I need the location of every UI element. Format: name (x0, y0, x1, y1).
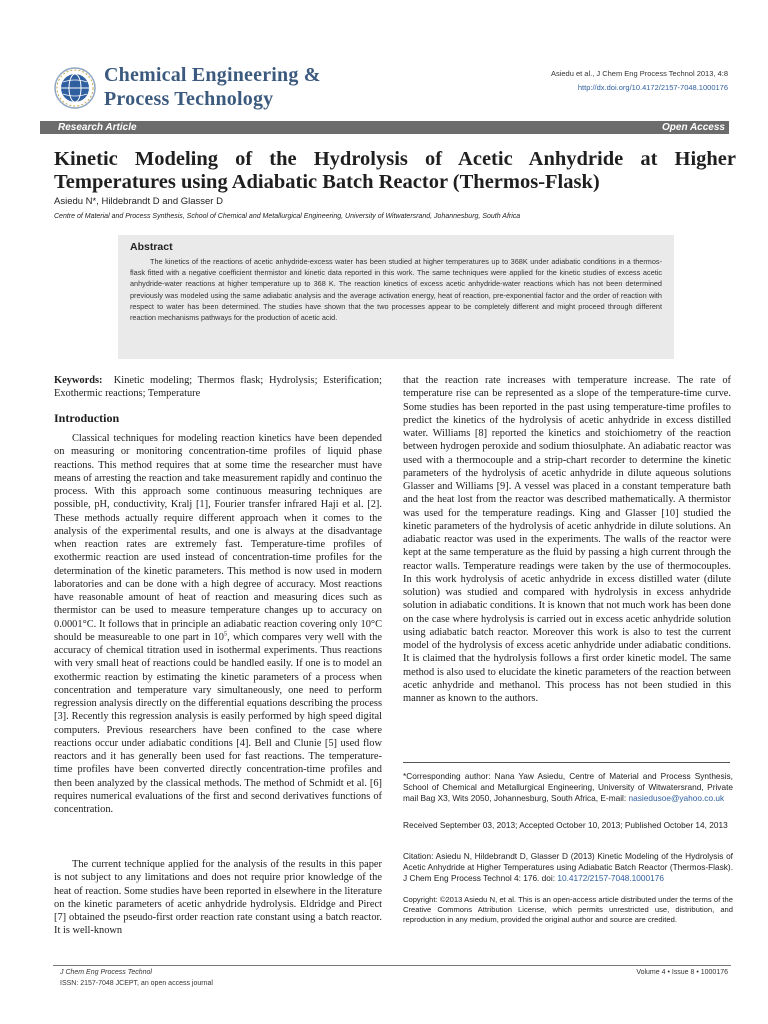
citation-doi-link[interactable]: 10.4172/2157-7048.1000176 (557, 872, 664, 883)
keywords-label: Keywords: (54, 375, 103, 386)
keywords (54, 374, 382, 401)
intro-heading-block (54, 410, 382, 426)
author-email-link[interactable]: nasiedusoe@yahoo.co.uk (628, 792, 725, 803)
intro-paragraph-3 (403, 374, 731, 705)
keywords-text: Kinetic modeling; Thermos flask; Hydrolysis; Esterification; Exothermic reactions; Temperature (54, 375, 382, 400)
received-dates: Received September 03, 2013; Accepted October 10, 2013; Published October 14, 2013 (403, 820, 728, 830)
globe-logo-icon (53, 66, 97, 110)
footer-divider (53, 965, 731, 966)
superscript-exponent: 5 (223, 630, 228, 638)
intro-paragraph-2 (54, 858, 382, 938)
footer-journal (60, 967, 213, 989)
article-title: Kinetic Modeling of the Hydrolysis of Acetic Anhydride at Higher Temperatures using Adiabatic Batch Reactor (Thermos-Flask) (54, 148, 736, 193)
footer-volume: Volume 4 • Issue 8 • 1000176 (636, 969, 728, 976)
article-type-label: Research Article (58, 122, 137, 133)
intro-p3-text: that the reaction rate increases with temperature increase. The rate of temperature rise can be represented as a slope of the temperature-time curve. Some studies has been reported in the past using temperature-time profiles to predict the kinetics of the hydrolysis of acetic anhydride in excess distilled water. Williams [8] reported the kinetics and stoichiometry of the reaction between hydrogen peroxide and sodium thiosulphate. An adiabatic reactor was used with a thermocouple and a strip-chart recorder to determine the kinetic parameters of the hydrolysis of acetic anhydride in dilute aqueous solutions Glasser and Williams [9]. A vessel was placed in a constant temperature bath and the heat lost from the reactor was described mathematically. A thermistor was used for the temperature readings. King and Glasser [10] studied the kinetic parameters of the hydrolysis of acetic anhydride in dilute solutions. An adiabatic reactor was used in the experiments. The walls of the reactor were kept at the same temperature as the fluid by passing a high current through the reactor walls. Temperature readings were taken by the use of thermocouples. In this work hydrolysis of acetic anhydride in excess distilled water (dilute solution) was studied and compared with hydrolysis in excess anhydride solution in adiabatic conditions. It is known that not much work has been done on the case where hydrolysis is carried out in excess acetic anhydride solution using adiabatic batch reactor. Moreover this work is also to test the current model of the hydrolysis of excess acetic anhydride under adiabatic conditions. It is claimed that the hydrolysis follows a first order kinetic model. The same method is also used to elucidate the kinetic parameters of the reaction between acetic anhydride and methanol. This process has not been studied in this manner as known to the authors. (403, 375, 731, 704)
intro-p1-part-b: , which compares very well with the accuracy of chemical titration used in isothermal experiments. Thus reactions with very small heat of reactions could be handled easily. If one is to model an exothermic reaction by estimating the kinetic parameters of a process when concentration and temperature vary simultaneously, one need to perform regression analysis directly on the differential equations describing the process [3]. Recently this regression analysis is easily performed by high speed digital computers. Previous researchers have been confined to the case where reactions occur under adiabatic conditions [4]. Bell and Clunie [5] used flow reactors and it has generally been used for fast reactions. The temperature-time profiles have been converted directly concentration-time profiles and then been analyzed by the classical methods. The method of Schmidt et al. [6] requires numerical evaluations of the first and second derivatives functions of concentration. (54, 631, 382, 815)
citation-line: Asiedu et al., J Chem Eng Process Technol 2013, 4:8 (550, 69, 728, 78)
footer-journal-name: J Chem Eng Process Technol (60, 969, 152, 976)
citation-text: Citation: Asiedu N, Hildebrandt D, Glasser D (2013) Kinetic Modeling of the Hydrolysis of Acetic Anhydride at Higher Temperatures using Adiabatic Batch Reactor (Thermos-Flask). J Chem Eng Process Technol 4: 176. doi: (403, 851, 733, 883)
intro-p2-text: The current technique applied for the analysis of the results in this paper is not subject to any limitations and does not require prior knowledge of the heat of reaction. Some studies have been reported in elsewhere in the literature on the kinetic parameters of acetic anhydride hydrolysis. Eldridge and Pirect [7] obtained the pseudo-first order reaction rate constant using a batch reactor. It is well-known (54, 859, 382, 937)
journal-name-line2: Process Technology (104, 88, 274, 110)
corresponding-author-text: *Corresponding author: Nana Yaw Asiedu, Centre of Material and Process Synthesis, School of Chemical and Metallurgical Engineering, University of Witwatersrand, Private mail Bag X3, Wits 2050, Johannesburg, South Africa, E-mail: (403, 771, 733, 803)
abstract-box (118, 235, 674, 359)
doi-link[interactable]: http://dx.doi.org/10.4172/2157-7048.1000176 (577, 83, 728, 92)
journal-name (104, 63, 321, 111)
article-type-bar (40, 121, 729, 134)
abstract-text: The kinetics of the reactions of acetic anhydride-excess water has been studied at higher temperatures up to 368K under adiabatic conditions in a thermos-flask fitted with a negative coefficient thermistor and kinetic data reported in this work. The same techniques were applied for the kinetic studies of excess acetic anhydride-water reactions at higher temperature up to 368 K. The reaction kinetics of excess acetic anhydride-water reactions which has not been determined previously was modeled using the same adiabatic analysis and the average activation energy, heat of reaction, pre-exponential factor and the order of reaction with respect to water has been determined. The studies have shown that the two processes appear to be completely different and might proceed through different reaction mechanisms pathways for the production of acetic acid. (130, 257, 662, 323)
intro-p1-part-a: Classical techniques for modeling reaction kinetics have been depended on measuring or monitoring concentration-time profiles of liquid phase reactions. This method requires that at some time the researcher must have means of arresting the reaction and take measurement rapidly and continuo the process. With this approach some continuous measuring techniques are possible, pH, conductivity, Kralj [1], Fourier transfer infrared Haji et al. [2]. These methods actually require different approach when it comes to the analysis of the experimental results, and one is always at the disadvantage when reaction rates are extremely fast. Temperature-time profiles of exothermic reaction are used instead of concentration-time profiles for the determination of the kinetic parameters. This method is now used in modern laboratories and can be done with a high degree of accuracy. Most reactions have reasonable amount of heat of reaction and measuring dices such as thermistor can be used to measure temperature changes up to accuracy on 0.0001°C. It follows that in principle an adiabatic reaction covering only 10°C should be measureable to one part in 10 (54, 433, 382, 643)
journal-name-line1: Chemical Engineering & (104, 64, 321, 86)
corresponding-author-note (403, 771, 733, 804)
section-heading-introduction: Introduction (54, 411, 120, 425)
citation-note (403, 851, 733, 884)
affiliation: Centre of Material and Process Synthesis, School of Chemical and Metallurgical Engineering, University of Witwatersrand, Johannesburg, South Africa (54, 213, 521, 220)
author-list: Asiedu N*, Hildebrandt D and Glasser D (54, 196, 223, 207)
copyright-note: Copyright: ©2013 Asiedu N, et al. This is an open-access article distributed under the terms of the Creative Commons Attribution License, which permits unrestricted use, distribution, and reproduction in any medium, provided the original author and source are credited. (403, 895, 733, 925)
footnote-divider (403, 762, 730, 763)
intro-paragraph-1 (54, 432, 382, 816)
header-citation (551, 67, 728, 95)
open-access-label: Open Access (662, 122, 725, 133)
footer-issn: ISSN: 2157-7048 JCEPT, an open access journal (60, 980, 213, 987)
abstract-heading: Abstract (130, 241, 173, 253)
